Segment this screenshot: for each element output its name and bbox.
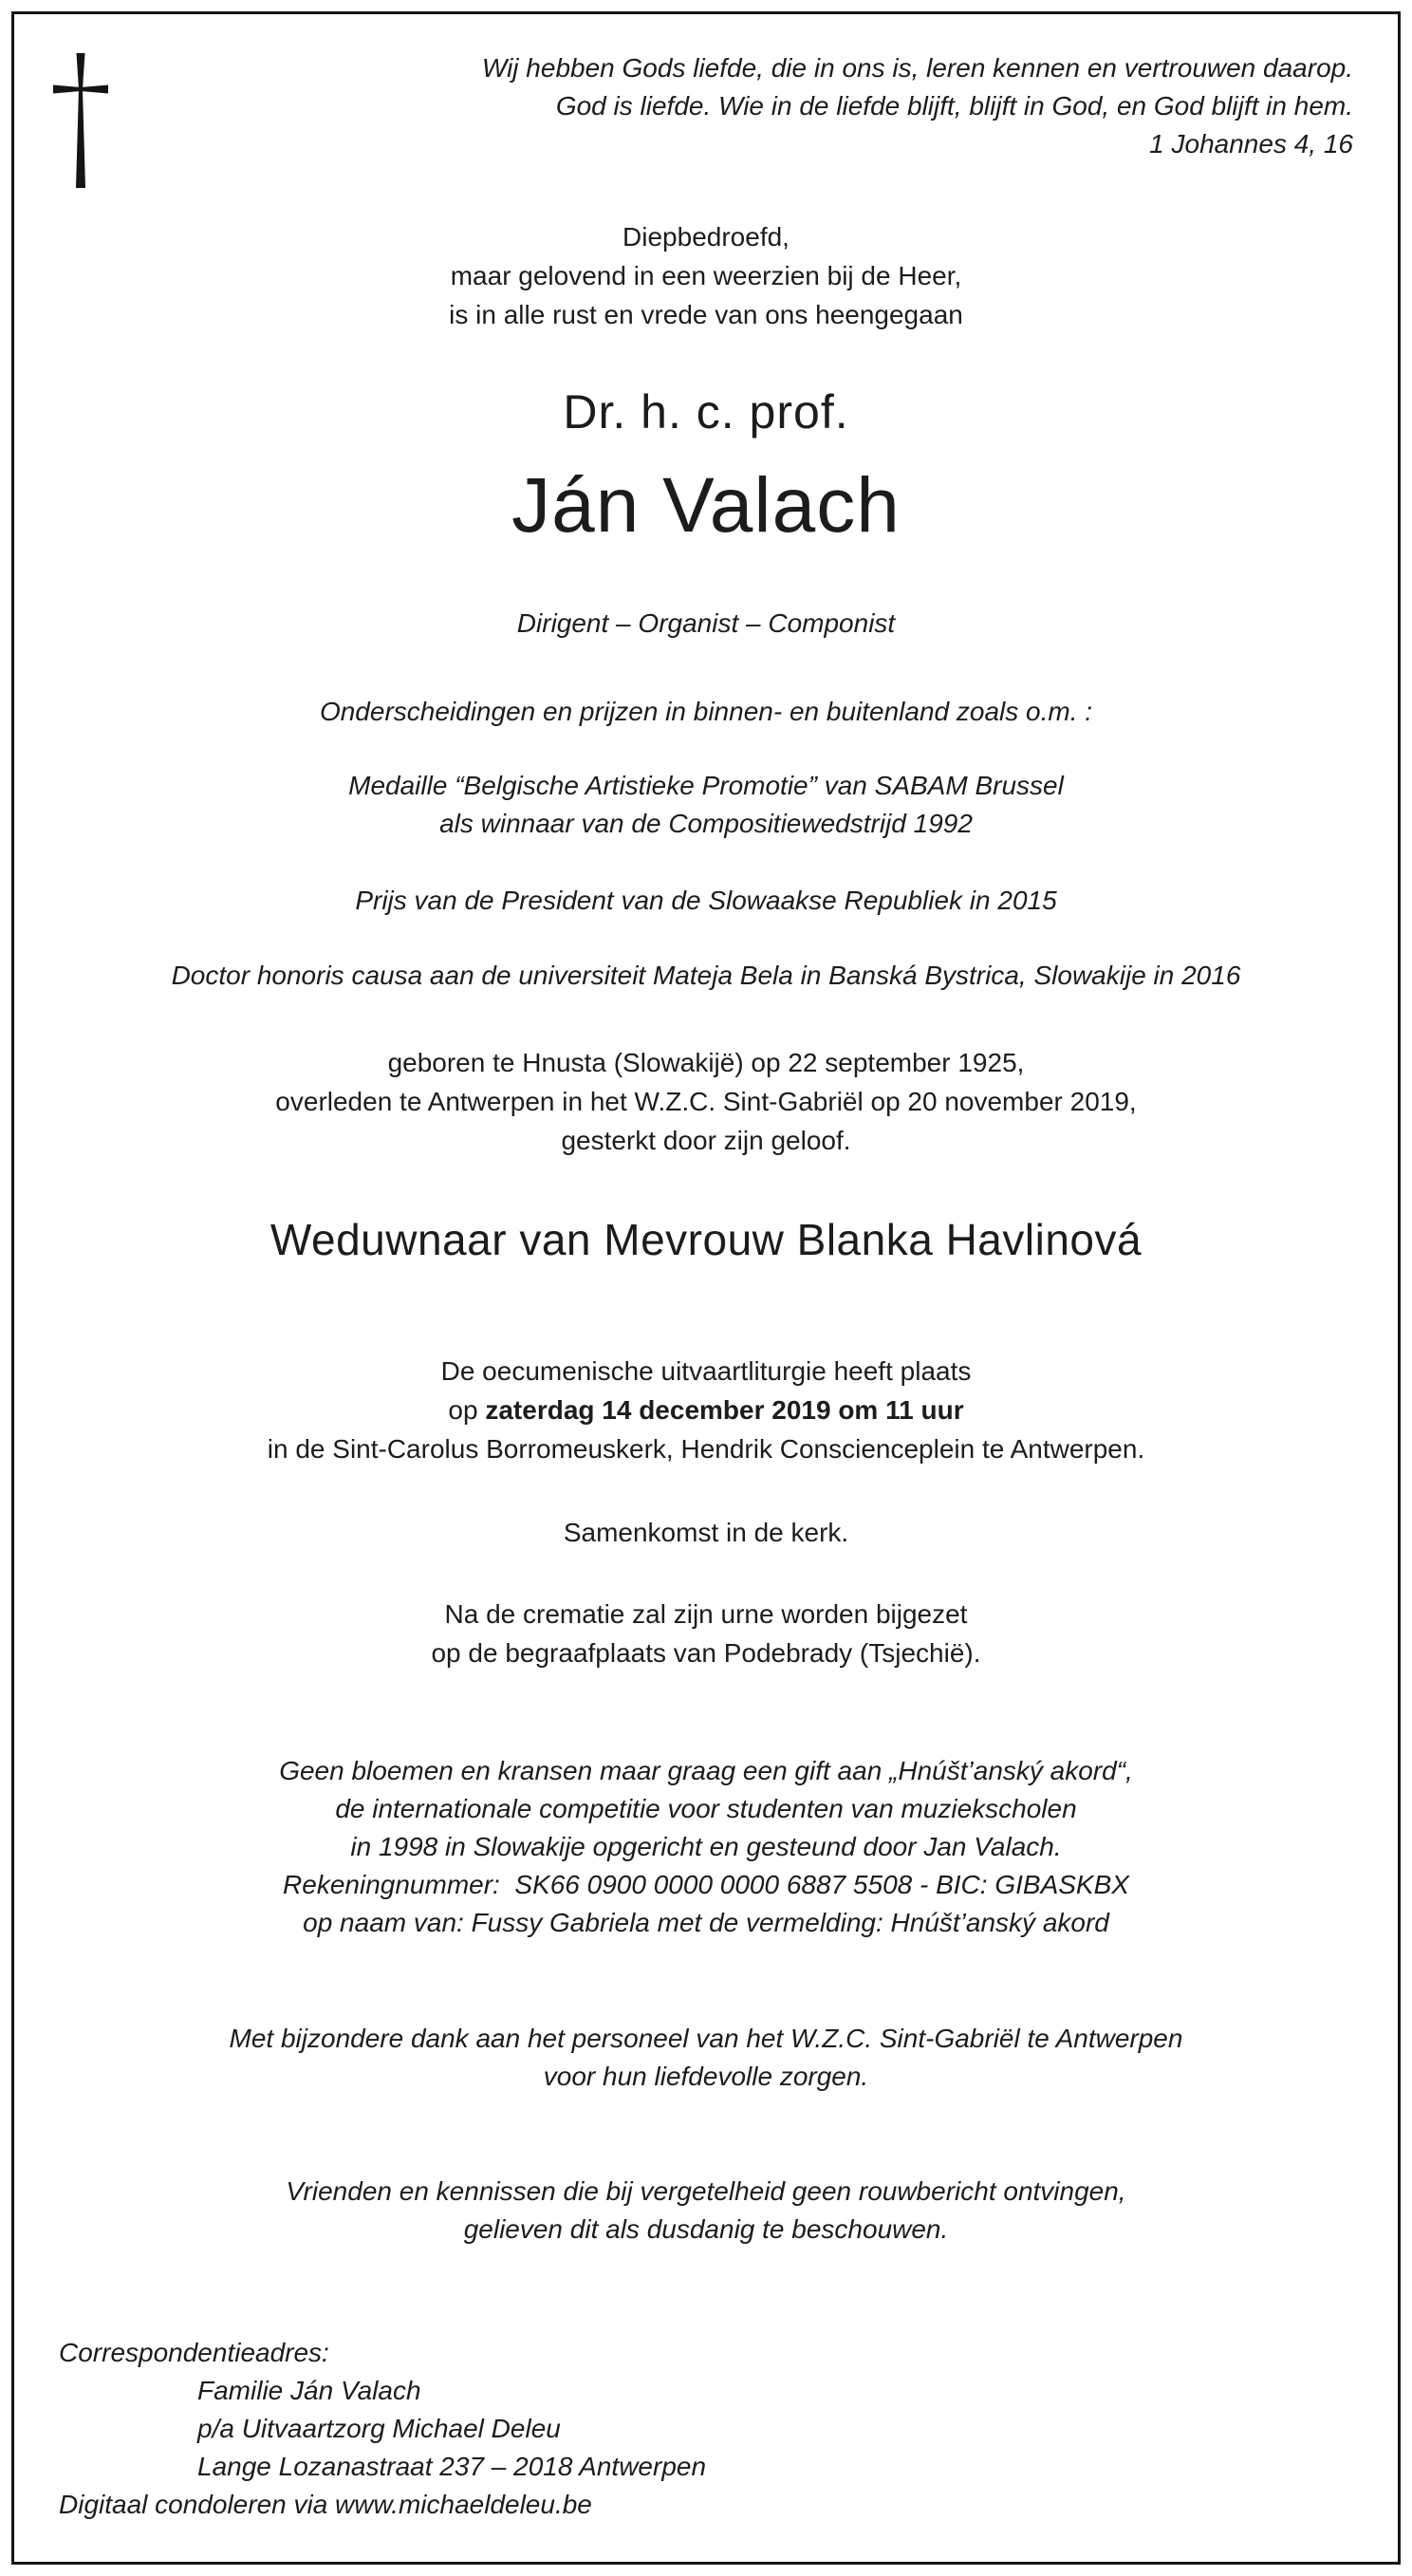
service-date: zaterdag 14 december 2019 om 11 uur	[485, 1395, 964, 1425]
life-line: geboren te Hnusta (Slowakijë) op 22 september 1925,	[387, 1048, 1025, 1077]
apology-line: Vrienden en kennissen die bij vergetelheid geen rouwbericht ontvingen,	[286, 2176, 1126, 2206]
correspondence-label: Correspondentieadres:	[59, 2338, 329, 2367]
gift-line: op naam van: Fussy Gabriela met de vermelding: Hnúšt’anský akord	[303, 1908, 1109, 1937]
service-line: De oecumenische uitvaartliturgie heeft plaats	[440, 1356, 972, 1386]
service-date-line	[0, 1391, 1412, 1429]
gift-account-line: Rekeningnummer: SK66 0900 0000 0000 6887 5508 - BIC: GIBASKBX	[283, 1870, 1129, 1899]
gift-line: de internationale competitie voor studenten van muziekscholen	[335, 1794, 1077, 1823]
intro-line: Diepbedroefd,	[622, 222, 790, 252]
service-date-prefix: op	[448, 1395, 486, 1425]
funeral-service-info	[0, 1352, 1412, 1468]
life-line: overleden te Antwerpen in het W.Z.C. Sint-Gabriël op 20 november 2019,	[275, 1087, 1137, 1116]
thanks-note	[0, 2020, 1412, 2096]
award-line: als winnaar van de Compositiewedstrijd 1992	[439, 809, 973, 838]
cremation-line: Na de crematie zal zijn urne worden bijgezet	[444, 1599, 968, 1629]
quote-line: God is liefde. Wie in de liefde blijft, blijft in God, en God blijft in hem.	[555, 91, 1353, 121]
correspondence-line: p/a Uitvaartzorg Michael Deleu	[197, 2414, 561, 2443]
correspondence-address	[59, 2334, 706, 2524]
life-line: gesterkt door zijn geloof.	[561, 1126, 851, 1155]
award-line: Medaille “Belgische Artistieke Promotie” van SABAM Brussel	[348, 771, 1064, 800]
thanks-line: Met bijzondere dank aan het personeel van het W.Z.C. Sint-Gabriël te Antwerpen	[229, 2024, 1183, 2053]
deceased-subtitle: Dirigent – Organist – Componist	[516, 608, 896, 638]
gathering-note: Samenkomst in de kerk.	[563, 1518, 849, 1547]
cremation-info	[0, 1595, 1412, 1672]
service-line: in de Sint-Carolus Borromeuskerk, Hendrik Conscienceplein te Antwerpen.	[267, 1434, 1145, 1464]
gift-line: in 1998 in Slowakije opgericht en gesteund door Jan Valach.	[350, 1832, 1062, 1861]
award-doctor-honoris: Doctor honoris causa aan de universiteit Mateja Bela in Banská Bystrica, Slowakije in 2016	[171, 961, 1241, 990]
intro-text	[0, 217, 1412, 334]
life-dates	[0, 1043, 1412, 1160]
gift-line: Geen bloemen en kransen maar graag een gift aan „Hnúšt’anský akord“,	[279, 1756, 1133, 1785]
cremation-line: op de begraafplaats van Podebrady (Tsjechië).	[431, 1638, 981, 1668]
deceased-name: Ján Valach	[511, 462, 901, 549]
intro-line: maar gelovend in een weerzien bij de Heer,	[450, 261, 962, 290]
award-president-prize: Prijs van de President van de Slowaakse Republiek in 2015	[355, 886, 1057, 915]
awards-intro: Onderscheidingen en prijzen in binnen- en buitenland zoals o.m. :	[319, 697, 1093, 726]
apology-note	[0, 2173, 1412, 2249]
thanks-line: voor hun liefdevolle zorgen.	[543, 2062, 869, 2091]
bible-quote	[0, 49, 1353, 163]
award-medaille	[0, 767, 1412, 843]
title-prefix: Dr. h. c. prof.	[563, 385, 849, 439]
quote-reference: 1 Johannes 4, 16	[1149, 129, 1353, 159]
intro-line: is in alle rust en vrede van ons heengegaan	[449, 300, 963, 329]
gift-request	[0, 1752, 1412, 1942]
quote-line: Wij hebben Gods liefde, die in ons is, leren kennen en vertrouwen daarop.	[481, 53, 1353, 83]
apology-line: gelieven dit als dusdanig te beschouwen.	[463, 2214, 949, 2244]
condolence-website: Digitaal condoleren via www.michaeldeleu.be	[59, 2490, 592, 2519]
correspondence-line: Familie Ján Valach	[197, 2376, 421, 2405]
widower-line: Weduwnaar van Mevrouw Blanka Havlinová	[269, 1215, 1143, 1264]
correspondence-line: Lange Lozanastraat 237 – 2018 Antwerpen	[197, 2452, 707, 2481]
